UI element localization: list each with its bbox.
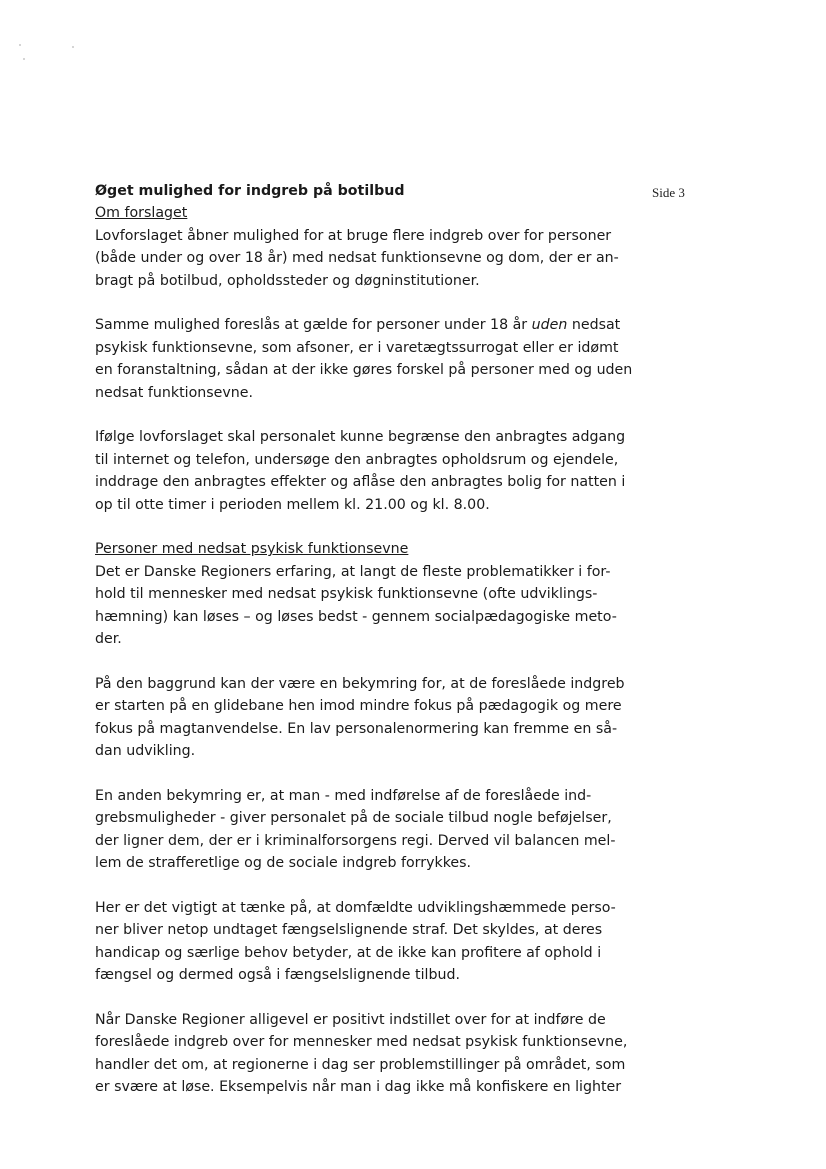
paragraph (95, 785, 615, 875)
paragraph (95, 1009, 628, 1099)
text-line: lem de strafferetlige og de sociale indgreb forrykkes. (95, 855, 472, 872)
text-segment: nedsat (567, 317, 621, 334)
text-line: der ligner dem, der er i kriminalforsorgens regi. Derved vil balancen mel- (95, 832, 616, 849)
text-line: op til otte timer i perioden mellem kl. 21.00 og kl. 8.00. (95, 496, 490, 513)
text-line: handler det om, at regionerne i dag ser problemstillinger på området, som (95, 1056, 626, 1073)
text-line: foreslåede indgreb over for mennesker med nedsat psykisk funktionsevne, (95, 1034, 628, 1051)
paragraph (95, 673, 625, 763)
paragraph (95, 225, 619, 292)
text-line: Det er Danske Regioners erfaring, at langt de fleste problematikker i for- (95, 563, 611, 580)
text-line: er svære at løse. Eksempelvis når man i dag ikke må konfiskere en lighter (95, 1079, 622, 1096)
text-line: nedsat funktionsevne. (95, 384, 254, 401)
section-heading-psykisk-funktionsevne: Personer med nedsat psykisk funktionsevne (95, 541, 409, 558)
paragraph (95, 897, 615, 987)
text-line: Når Danske Regioner alligevel er positivt indstillet over for at indføre de (95, 1011, 606, 1028)
text-line: Her er det vigtigt at tænke på, at domfældte udviklingshæmmede perso- (95, 899, 616, 916)
text-line: dan udvikling. (95, 743, 196, 760)
page-number: Side 3 (652, 185, 685, 200)
text-line: ner bliver netop undtaget fængselslignende straf. Det skyldes, at deres (95, 922, 603, 939)
scan-speck (23, 58, 25, 60)
paragraph (95, 426, 626, 516)
emphasis-uden: uden (531, 317, 568, 334)
paragraph (95, 314, 633, 404)
text-line: en foranstaltning, sådan at der ikke gøres forskel på personer med og uden (95, 362, 633, 379)
scan-speck (19, 44, 21, 46)
text-line: bragt på botilbud, opholdssteder og døgninstitutioner. (95, 272, 480, 289)
document-title: Øget mulighed for indgreb på botilbud (95, 183, 405, 199)
text-line: grebsmuligheder - giver personalet på de sociale tilbud nogle beføjelser, (95, 810, 612, 827)
text-line (95, 314, 621, 336)
text-line: handicap og særlige behov betyder, at de ikke kan profitere af ophold i (95, 944, 602, 961)
paragraph (95, 561, 615, 651)
text-line: (både under og over 18 år) med nedsat funktionsevne og dom, der er an- (95, 250, 619, 267)
text-line: der. (95, 631, 122, 648)
text-line: inddrage den anbragtes effekter og aflåse den anbragtes bolig for natten i (95, 474, 626, 491)
document-body (95, 180, 633, 1099)
text-line: hæmning) kan løses – og løses bedst - gennem socialpædagogiske meto- (95, 608, 617, 625)
scan-speck (72, 46, 74, 48)
text-line: til internet og telefon, undersøge den anbragtes opholdsrum og ejendele, (95, 451, 619, 468)
text-segment: Samme mulighed foreslås at gælde for personer under 18 år (95, 317, 532, 334)
text-line: Ifølge lovforslaget skal personalet kunne begrænse den anbragtes adgang (95, 429, 626, 446)
text-line: fokus på magtanvendelse. En lav personalenormering kan fremme en så- (95, 720, 618, 737)
section-heading-om-forslaget: Om forslaget (95, 205, 188, 222)
text-line: En anden bekymring er, at man - med indførelse af de foreslåede ind- (95, 787, 592, 804)
text-line: psykisk funktionsevne, som afsoner, er i varetægtssurrogat eller er idømt (95, 339, 619, 356)
text-line: På den baggrund kan der være en bekymring for, at de foreslåede indgreb (95, 675, 625, 692)
text-line: fængsel og dermed også i fængselslignende tilbud. (95, 967, 460, 984)
text-line: er starten på en glidebane hen imod mindre fokus på pædagogik og mere (95, 698, 622, 715)
text-line: hold til mennesker med nedsat psykisk funktionsevne (ofte udviklings- (95, 586, 598, 603)
text-line: Lovforslaget åbner mulighed for at bruge flere indgreb over for personer (95, 227, 612, 244)
